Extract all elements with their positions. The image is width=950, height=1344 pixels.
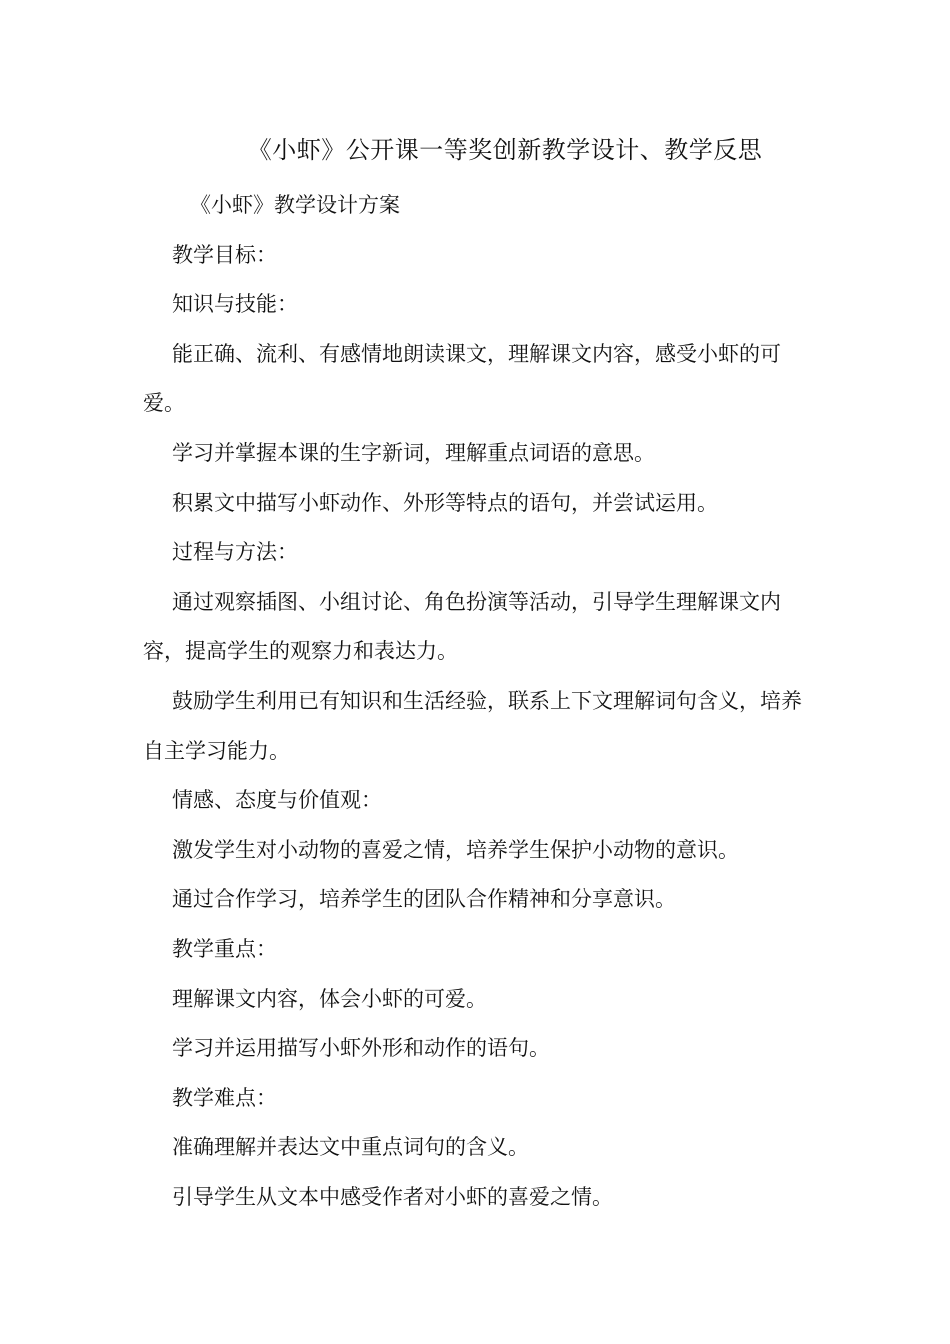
paragraph: 理解课文内容，体会小虾的可爱。 [172, 986, 487, 1011]
subheading-emotion-values: 情感、态度与价值观： [172, 788, 382, 813]
paragraph: 激发学生对小动物的喜爱之情，培养学生保护小动物的意识。 [172, 837, 739, 862]
document-body [143, 181, 813, 1222]
paragraph: 通过合作学习，培养学生的团队合作精神和分享意识。 [172, 887, 676, 912]
paragraph: 积累文中描写小虾动作、外形等特点的语句，并尝试运用。 [172, 490, 718, 515]
paragraph: 引导学生从文本中感受作者对小虾的喜爱之情。 [172, 1184, 613, 1209]
paragraph: 学习并掌握本课的生字新词，理解重点词语的意思。 [172, 440, 655, 465]
subtitle-paragraph: 《小虾》教学设计方案 [190, 193, 400, 217]
section-heading-objectives: 教学目标： [172, 242, 277, 267]
paragraph: 能正确、流利、有感情地朗读课文，理解课文内容，感受小虾的可爱。 [143, 341, 781, 416]
paragraph: 准确理解并表达文中重点词句的含义。 [172, 1135, 529, 1160]
section-heading-key-points: 教学重点： [172, 936, 277, 961]
subheading-process-methods: 过程与方法： [172, 540, 298, 565]
section-heading-difficulties: 教学难点： [172, 1085, 277, 1110]
paragraph: 学习并运用描写小虾外形和动作的语句。 [172, 1036, 550, 1061]
document-title: 《小虾》公开课一等奖创新教学设计、教学反思 [247, 136, 763, 164]
paragraph: 鼓励学生利用已有知识和生活经验，联系上下文理解词句含义，培养自主学习能力。 [143, 688, 802, 763]
paragraph: 通过观察插图、小组讨论、角色扮演等活动，引导学生理解课文内容，提高学生的观察力和表达力。 [143, 589, 781, 664]
subheading-knowledge-skills: 知识与技能： [172, 292, 298, 317]
